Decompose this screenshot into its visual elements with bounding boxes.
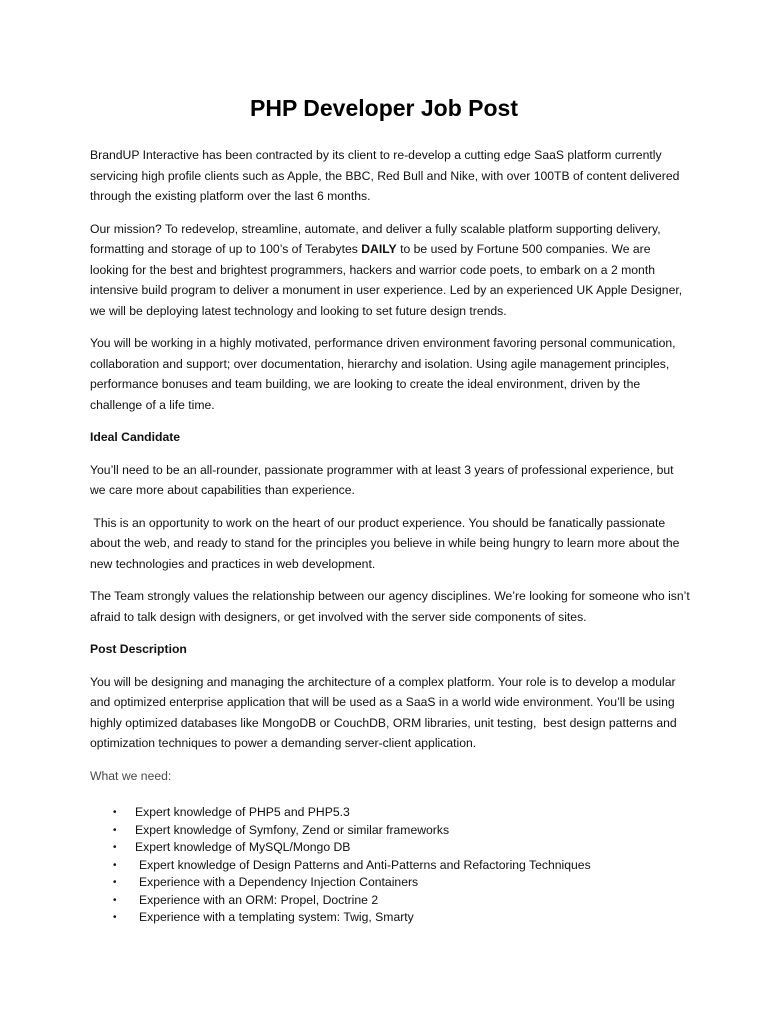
bullet-icon: • — [113, 877, 117, 888]
bullet-icon: • — [113, 912, 117, 923]
requirement-item — [90, 874, 690, 892]
requirement-item — [90, 909, 690, 927]
mission-text-before: Our mission? To redevelop, streamline, automate, and deliver a fully scalable platform supporting delivery, formatting and storage of up to 100’s of Terabytes — [90, 221, 661, 256]
ideal-candidate-paragraph: This is an opportunity to work on the heart of our product experience. You should be fanatically passionate about the web, and ready to stand for the principles you believe in while being hungry to learn more about the new technologies and practices in web development. — [90, 515, 683, 571]
bullet-icon: • — [113, 824, 117, 836]
environment-paragraph: You will be working in a highly motivated, performance driven environment favoring personal communication, collaboration and support; over documentation, hierarchy and isolation. Using agile management principles, performance bonuses and team building, we are looking to create the ideal environment, driven by the challenge of a life time. — [90, 336, 676, 412]
ideal-candidate-paragraph: The Team strongly values the relationship between our agency disciplines. We’re looking for someone who isn’t afraid to talk design with designers, or get involved with the server side components of sites. — [90, 589, 690, 624]
post-description-paragraph: You will be designing and managing the architecture of a complex platform. Your role is to develop a modular and optimized enterprise application that will be used as a SaaS in a world wide environment. You’ll be using highly optimized databases like MongoDB or CouchDB, ORM libraries, unit testing, best design patterns and optimization techniques to power a demanding server-client application. — [90, 674, 681, 750]
mission-emphasis: DAILY — [361, 242, 397, 256]
requirement-text: Expert knowledge of MySQL/Mongo DB — [135, 840, 351, 854]
requirement-text: Expert knowledge of PHP5 and PHP5.3 — [135, 805, 350, 819]
ideal-candidate-heading: Ideal Candidate — [90, 430, 181, 444]
intro-paragraph: BrandUP Interactive has been contracted by its client to re-develop a cutting edge SaaS platform currently servicing high profile clients such as Apple, the BBC, Red Bull and Nike, with over 100TB of content delivered through the existing platform over the last 6 months. — [90, 148, 680, 203]
ideal-candidate-paragraph: You’ll need to be an all-rounder, passionate programmer with at least 3 years of professional experience, but we care more about capabilities than experience. — [90, 462, 674, 497]
requirement-text: Expert knowledge of Design Patterns and Anti-Patterns and Refactoring Techniques — [139, 857, 591, 872]
post-description-heading: Post Description — [90, 642, 187, 656]
requirement-item — [90, 839, 690, 857]
requirement-item — [90, 857, 690, 875]
bullet-icon: • — [113, 807, 117, 818]
requirement-item — [90, 822, 690, 840]
requirement-text: Expert knowledge of Symfony, Zend or similar frameworks — [135, 822, 450, 837]
requirement-text: Experience with an ORM: Propel, Doctrine 2 — [139, 892, 379, 907]
bullet-icon: • — [113, 894, 117, 906]
requirement-item — [90, 892, 690, 910]
bullet-icon: • — [113, 842, 117, 853]
requirements-list — [90, 804, 690, 927]
document-title: PHP Developer Job Post — [250, 95, 518, 121]
mission-text-after: to be used by Fortune 500 companies. We are looking for the best and brightest programmers, hackers and warrior code poets, to embark on a 2 month intensive build program to deliver a monument in user experience. Led by an experienced UK Apple Designer, we will be deploying latest technology and looking to set future design trends. — [90, 242, 683, 318]
bullet-icon: • — [113, 859, 117, 871]
requirement-text: Experience with a templating system: Twig, Smarty — [139, 910, 414, 924]
requirement-text: Experience with a Dependency Injection Containers — [139, 875, 419, 889]
requirement-item — [90, 804, 690, 822]
mission-paragraph — [90, 219, 690, 322]
what-we-need-heading: What we need: — [90, 768, 172, 783]
document-body — [90, 145, 690, 927]
